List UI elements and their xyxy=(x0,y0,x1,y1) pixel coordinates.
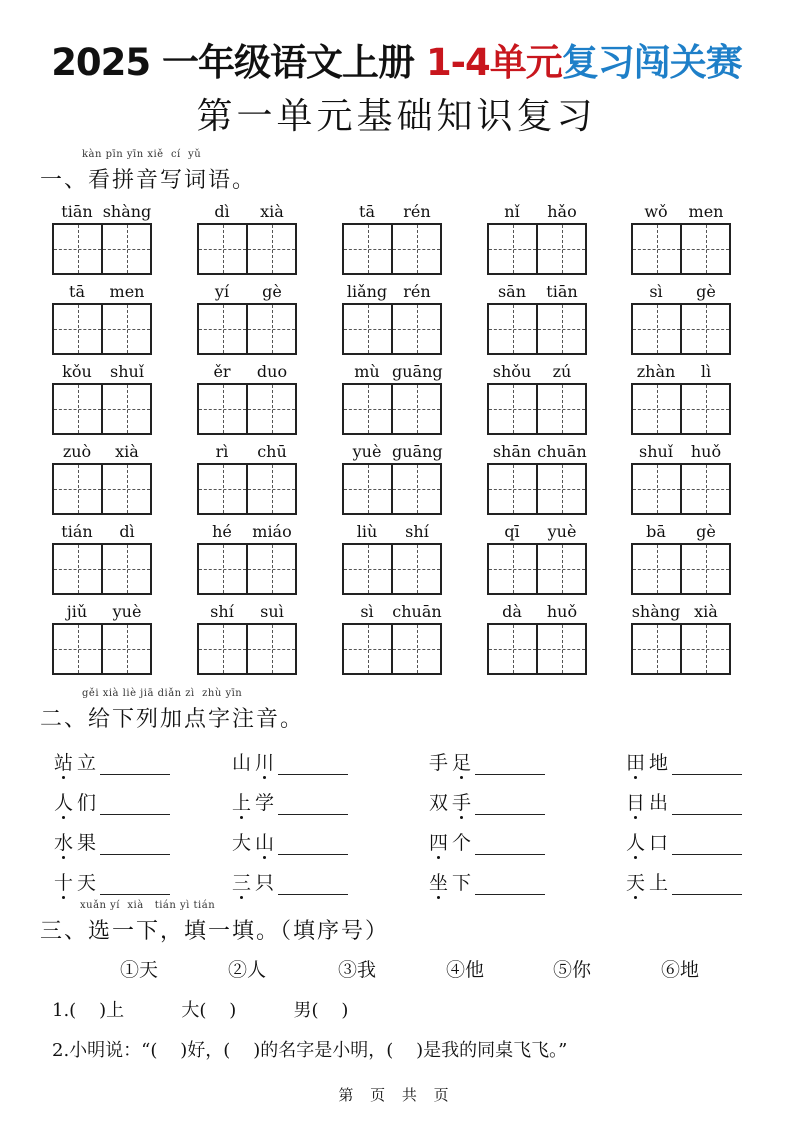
tianzige-boxes xyxy=(197,623,297,675)
writing-box[interactable] xyxy=(633,545,680,593)
writing-box[interactable] xyxy=(101,465,150,513)
writing-box[interactable] xyxy=(680,305,729,353)
writing-box[interactable] xyxy=(54,385,101,433)
dotted-character: 人 xyxy=(624,828,647,855)
pinyin-label xyxy=(52,519,152,541)
writing-box[interactable] xyxy=(391,625,440,673)
writing-box[interactable] xyxy=(391,305,440,353)
pinyin-syllable: yí xyxy=(214,282,230,301)
dotted-character: 上 xyxy=(230,788,253,815)
writing-box[interactable] xyxy=(199,465,246,513)
answer-blank[interactable] xyxy=(672,836,742,855)
pinyin-syllable: shí xyxy=(405,522,429,541)
character: 山 xyxy=(231,752,251,774)
tianzige-boxes xyxy=(487,623,587,675)
character: 天 xyxy=(76,872,96,894)
pinyin-label xyxy=(631,439,731,461)
word-cell xyxy=(342,279,442,355)
word-cell xyxy=(197,439,297,515)
character: 学 xyxy=(254,792,274,814)
pinyin-syllable: yuè xyxy=(352,442,382,461)
word-cell xyxy=(631,439,731,515)
tianzige-boxes xyxy=(342,463,442,515)
pinyin-label xyxy=(342,439,442,461)
tianzige-boxes xyxy=(197,303,297,355)
answer-blank[interactable] xyxy=(475,756,545,775)
writing-box[interactable] xyxy=(101,225,150,273)
dotted-character: 十 xyxy=(52,868,75,895)
dotted-character: 水 xyxy=(52,828,75,855)
writing-box[interactable] xyxy=(489,305,536,353)
dotted-character: 站 xyxy=(52,748,75,775)
annotate-item xyxy=(624,868,742,895)
dotted-character: 足 xyxy=(450,748,473,775)
option-4: ④他 xyxy=(446,959,485,981)
section1-title: 一、看拼音写词语。 xyxy=(40,168,257,193)
pinyin-syllable: kǒu xyxy=(62,362,92,381)
answer-blank[interactable] xyxy=(672,876,742,895)
annotate-item xyxy=(52,748,170,775)
annotate-item xyxy=(427,748,545,775)
tianzige-boxes xyxy=(487,223,587,275)
writing-box[interactable] xyxy=(633,305,680,353)
question-1: 1.( )上 大( ) 男( ) xyxy=(52,1000,349,1021)
tianzige-boxes xyxy=(631,303,731,355)
dotted-character: 人 xyxy=(52,788,75,815)
dotted-character: 川 xyxy=(253,748,276,775)
pinyin-label xyxy=(52,279,152,301)
writing-box[interactable] xyxy=(391,385,440,433)
pinyin-syllable: miáo xyxy=(252,522,292,541)
pinyin-label xyxy=(52,439,152,461)
word-cell xyxy=(197,519,297,595)
writing-box[interactable] xyxy=(246,625,295,673)
tianzige-boxes xyxy=(342,223,442,275)
section3-title: 三、选一下，填一填。（填序号） xyxy=(40,919,390,944)
character: 个 xyxy=(451,832,471,854)
pinyin-syllable: shàng xyxy=(631,602,681,621)
writing-box[interactable] xyxy=(54,545,101,593)
writing-box[interactable] xyxy=(680,385,729,433)
pinyin-syllable: huǒ xyxy=(690,442,722,461)
pinyin-syllable: gè xyxy=(262,282,282,301)
pinyin-syllable: shuǐ xyxy=(639,442,673,461)
pinyin-syllable: shuǐ xyxy=(110,362,144,381)
writing-box[interactable] xyxy=(344,545,391,593)
annotate-item xyxy=(427,868,545,895)
word-cell xyxy=(342,439,442,515)
word-cell xyxy=(52,519,152,595)
pinyin-label xyxy=(631,199,731,221)
pinyin-syllable: nǐ xyxy=(504,202,520,221)
pinyin-syllable: rì xyxy=(215,442,229,461)
dotted-character: 田 xyxy=(624,748,647,775)
writing-box[interactable] xyxy=(489,545,536,593)
pinyin-syllable: yuè xyxy=(547,522,577,541)
pinyin-syllable: shàng xyxy=(102,202,152,221)
writing-box[interactable] xyxy=(489,225,536,273)
pinyin-syllable: lì xyxy=(700,362,712,381)
pinyin-syllable: hǎo xyxy=(547,202,577,221)
pinyin-label xyxy=(197,439,297,461)
writing-box[interactable] xyxy=(199,385,246,433)
answer-blank[interactable] xyxy=(278,756,348,775)
title-blue: 复习闯关赛 xyxy=(561,41,742,84)
writing-box[interactable] xyxy=(101,305,150,353)
word-cell xyxy=(631,519,731,595)
character: 果 xyxy=(76,832,96,854)
writing-box[interactable] xyxy=(536,305,585,353)
tianzige-boxes xyxy=(197,463,297,515)
pinyin-syllable: tā xyxy=(69,282,85,301)
tianzige-boxes xyxy=(52,623,152,675)
pinyin-syllable: zuò xyxy=(62,442,92,461)
answer-blank[interactable] xyxy=(672,796,742,815)
annotate-item xyxy=(230,868,348,895)
word-cell xyxy=(342,599,442,675)
pinyin-label xyxy=(631,279,731,301)
pinyin-syllable: xià xyxy=(260,202,284,221)
dotted-character: 四 xyxy=(427,828,450,855)
pinyin-syllable: bā xyxy=(646,522,666,541)
writing-box[interactable] xyxy=(391,225,440,273)
writing-box[interactable] xyxy=(344,385,391,433)
word-cell xyxy=(52,359,152,435)
annotate-item xyxy=(230,748,348,775)
tianzige-boxes xyxy=(52,383,152,435)
pinyin-syllable: liǎng xyxy=(346,282,388,301)
dotted-character: 天 xyxy=(624,868,647,895)
pinyin-syllable: tiān xyxy=(61,202,93,221)
pinyin-syllable: xià xyxy=(694,602,718,621)
tianzige-boxes xyxy=(342,623,442,675)
pinyin-label xyxy=(342,599,442,621)
writing-box[interactable] xyxy=(54,305,101,353)
character: 手 xyxy=(428,752,448,774)
tianzige-boxes xyxy=(487,543,587,595)
pinyin-syllable: sì xyxy=(649,282,663,301)
writing-box[interactable] xyxy=(199,225,246,273)
word-cell xyxy=(52,279,152,355)
tianzige-boxes xyxy=(487,303,587,355)
writing-box[interactable] xyxy=(633,465,680,513)
option-3: ③我 xyxy=(338,959,377,981)
character: 上 xyxy=(648,872,668,894)
character: 地 xyxy=(648,752,668,774)
pinyin-syllable: tiān xyxy=(546,282,578,301)
annotate-item xyxy=(427,828,545,855)
question-2: 2.小明说：“( )好，( )的名字是小明，( )是我的同桌飞飞。” xyxy=(52,1040,568,1061)
writing-box[interactable] xyxy=(54,465,101,513)
writing-box[interactable] xyxy=(246,465,295,513)
pinyin-label xyxy=(487,199,587,221)
pinyin-label xyxy=(342,199,442,221)
writing-box[interactable] xyxy=(54,225,101,273)
pinyin-syllable: dà xyxy=(502,602,522,621)
tianzige-boxes xyxy=(631,383,731,435)
pinyin-syllable: wǒ xyxy=(644,202,668,221)
character: 口 xyxy=(648,832,668,854)
answer-blank[interactable] xyxy=(278,836,348,855)
writing-box[interactable] xyxy=(246,305,295,353)
pinyin-label xyxy=(487,279,587,301)
writing-box[interactable] xyxy=(391,465,440,513)
word-cell xyxy=(197,359,297,435)
word-cell xyxy=(631,279,731,355)
word-cell xyxy=(631,199,731,275)
pinyin-syllable: dì xyxy=(119,522,135,541)
pinyin-syllable: yuè xyxy=(112,602,142,621)
character: 只 xyxy=(254,872,274,894)
answer-blank[interactable] xyxy=(278,796,348,815)
answer-blank[interactable] xyxy=(475,836,545,855)
answer-blank[interactable] xyxy=(475,796,545,815)
section3-pinyin: xuǎn yí xià tián yì tián xyxy=(80,900,216,911)
pinyin-label xyxy=(197,359,297,381)
pinyin-syllable: sān xyxy=(497,282,527,301)
writing-box[interactable] xyxy=(536,385,585,433)
word-cell xyxy=(342,359,442,435)
pinyin-label xyxy=(197,279,297,301)
pinyin-syllable: tā xyxy=(359,202,375,221)
section2-title: 二、给下列加点字注音。 xyxy=(40,707,305,732)
option-1: ①天 xyxy=(120,959,159,981)
pinyin-label xyxy=(52,359,152,381)
tianzige-boxes xyxy=(342,383,442,435)
pinyin-syllable: sì xyxy=(360,602,374,621)
title-red: 1-4单元 xyxy=(425,41,562,84)
word-cell xyxy=(487,599,587,675)
writing-box[interactable] xyxy=(101,625,150,673)
pinyin-syllable: mù xyxy=(354,362,380,381)
annotate-item xyxy=(624,748,742,775)
word-cell xyxy=(487,519,587,595)
pinyin-syllable: guāng xyxy=(392,442,443,461)
writing-box[interactable] xyxy=(489,625,536,673)
answer-blank[interactable] xyxy=(475,876,545,895)
tianzige-boxes xyxy=(197,543,297,595)
tianzige-boxes xyxy=(631,623,731,675)
writing-box[interactable] xyxy=(680,225,729,273)
pinyin-label xyxy=(52,199,152,221)
dotted-character: 日 xyxy=(624,788,647,815)
pinyin-label xyxy=(342,279,442,301)
tianzige-boxes xyxy=(342,303,442,355)
pinyin-syllable: guāng xyxy=(392,362,443,381)
word-cell xyxy=(197,279,297,355)
writing-box[interactable] xyxy=(344,465,391,513)
tianzige-boxes xyxy=(487,463,587,515)
tianzige-boxes xyxy=(52,543,152,595)
pinyin-label xyxy=(631,599,731,621)
answer-blank[interactable] xyxy=(100,876,170,895)
annotate-item xyxy=(230,788,348,815)
pinyin-label xyxy=(52,599,152,621)
pinyin-syllable: xià xyxy=(115,442,139,461)
writing-box[interactable] xyxy=(680,545,729,593)
answer-blank[interactable] xyxy=(278,876,348,895)
writing-box[interactable] xyxy=(199,305,246,353)
pinyin-syllable: hé xyxy=(212,522,232,541)
writing-box[interactable] xyxy=(536,545,585,593)
pinyin-syllable: duo xyxy=(256,362,288,381)
pinyin-syllable: chū xyxy=(257,442,287,461)
pinyin-syllable: shǒu xyxy=(492,362,532,381)
writing-box[interactable] xyxy=(633,225,680,273)
pinyin-syllable: dì xyxy=(214,202,230,221)
writing-box[interactable] xyxy=(680,465,729,513)
option-2: ②人 xyxy=(228,959,267,981)
pinyin-syllable: tián xyxy=(61,522,93,541)
character: 大 xyxy=(231,832,251,854)
pinyin-syllable: zhàn xyxy=(636,362,676,381)
pinyin-label xyxy=(487,519,587,541)
word-cell xyxy=(487,279,587,355)
character: 立 xyxy=(76,752,96,774)
tianzige-boxes xyxy=(52,303,152,355)
writing-box[interactable] xyxy=(536,225,585,273)
tianzige-boxes xyxy=(631,543,731,595)
pinyin-syllable: shān xyxy=(492,442,532,461)
character: 下 xyxy=(451,872,471,894)
word-cell xyxy=(52,599,152,675)
pinyin-syllable: men xyxy=(688,202,724,221)
pinyin-syllable: rén xyxy=(403,282,431,301)
pinyin-syllable: zú xyxy=(552,362,572,381)
pinyin-label xyxy=(631,359,731,381)
character: 出 xyxy=(648,792,668,814)
word-cell xyxy=(631,359,731,435)
pinyin-syllable: suì xyxy=(260,602,284,621)
annotate-item xyxy=(52,868,170,895)
tianzige-boxes xyxy=(631,463,731,515)
word-cell xyxy=(52,199,152,275)
writing-box[interactable] xyxy=(246,545,295,593)
pinyin-label xyxy=(197,519,297,541)
pinyin-label xyxy=(631,519,731,541)
writing-box[interactable] xyxy=(391,545,440,593)
pinyin-label xyxy=(342,359,442,381)
tianzige-boxes xyxy=(52,463,152,515)
answer-blank[interactable] xyxy=(672,756,742,775)
character: 双 xyxy=(428,792,448,814)
writing-box[interactable] xyxy=(344,625,391,673)
page-subtitle: 第一单元基础知识复习 xyxy=(196,96,597,137)
option-5: ⑤你 xyxy=(553,959,592,981)
word-cell xyxy=(342,519,442,595)
writing-box[interactable] xyxy=(536,625,585,673)
word-cell xyxy=(197,599,297,675)
writing-box[interactable] xyxy=(633,385,680,433)
dotted-character: 手 xyxy=(450,788,473,815)
writing-box[interactable] xyxy=(199,625,246,673)
tianzige-boxes xyxy=(197,383,297,435)
annotate-item xyxy=(624,828,742,855)
dotted-character: 三 xyxy=(230,868,253,895)
word-cell xyxy=(197,199,297,275)
writing-box[interactable] xyxy=(101,545,150,593)
writing-box[interactable] xyxy=(344,305,391,353)
writing-box[interactable] xyxy=(101,385,150,433)
word-cell xyxy=(487,439,587,515)
pinyin-syllable: gè xyxy=(696,522,716,541)
pinyin-syllable: liù xyxy=(356,522,378,541)
pinyin-label xyxy=(487,599,587,621)
pinyin-syllable: gè xyxy=(696,282,716,301)
page-title xyxy=(0,38,793,88)
tianzige-boxes xyxy=(52,223,152,275)
writing-box[interactable] xyxy=(489,465,536,513)
tianzige-boxes xyxy=(487,383,587,435)
annotate-item xyxy=(624,788,742,815)
annotate-item xyxy=(427,788,545,815)
pinyin-syllable: shí xyxy=(210,602,234,621)
pinyin-syllable: chuān xyxy=(392,602,442,621)
writing-box[interactable] xyxy=(199,545,246,593)
writing-box[interactable] xyxy=(536,465,585,513)
answer-blank[interactable] xyxy=(100,836,170,855)
word-cell xyxy=(631,599,731,675)
dotted-character: 山 xyxy=(253,828,276,855)
pinyin-syllable: rén xyxy=(403,202,431,221)
character: 们 xyxy=(76,792,96,814)
word-cell xyxy=(52,439,152,515)
page-footer: 第 页 共 页 xyxy=(338,1086,455,1104)
answer-blank[interactable] xyxy=(100,796,170,815)
pinyin-syllable: chuān xyxy=(537,442,587,461)
answer-blank[interactable] xyxy=(100,756,170,775)
section1-pinyin: kàn pīn yīn xiě cí yǔ xyxy=(82,149,202,160)
writing-box[interactable] xyxy=(633,625,680,673)
dotted-character: 坐 xyxy=(427,868,450,895)
pinyin-label xyxy=(197,199,297,221)
pinyin-label xyxy=(197,599,297,621)
word-cell xyxy=(487,199,587,275)
option-6: ⑥地 xyxy=(661,959,700,981)
pinyin-syllable: men xyxy=(109,282,145,301)
title-black: 2025 一年级语文上册 xyxy=(51,41,426,84)
tianzige-boxes xyxy=(342,543,442,595)
tianzige-boxes xyxy=(197,223,297,275)
writing-box[interactable] xyxy=(246,385,295,433)
pinyin-label xyxy=(342,519,442,541)
pinyin-label xyxy=(487,439,587,461)
pinyin-label xyxy=(487,359,587,381)
pinyin-syllable: ěr xyxy=(213,362,231,381)
writing-box[interactable] xyxy=(54,625,101,673)
pinyin-syllable: jiǔ xyxy=(66,602,88,621)
pinyin-syllable: huǒ xyxy=(546,602,578,621)
writing-box[interactable] xyxy=(489,385,536,433)
writing-box[interactable] xyxy=(344,225,391,273)
writing-box[interactable] xyxy=(680,625,729,673)
annotate-item xyxy=(230,828,348,855)
writing-box[interactable] xyxy=(246,225,295,273)
pinyin-syllable: qī xyxy=(504,522,520,541)
word-cell xyxy=(342,199,442,275)
tianzige-boxes xyxy=(631,223,731,275)
word-cell xyxy=(487,359,587,435)
section2-pinyin: gěi xià liè jiā diǎn zì zhù yīn xyxy=(82,688,243,699)
annotate-item xyxy=(52,828,170,855)
annotate-item xyxy=(52,788,170,815)
